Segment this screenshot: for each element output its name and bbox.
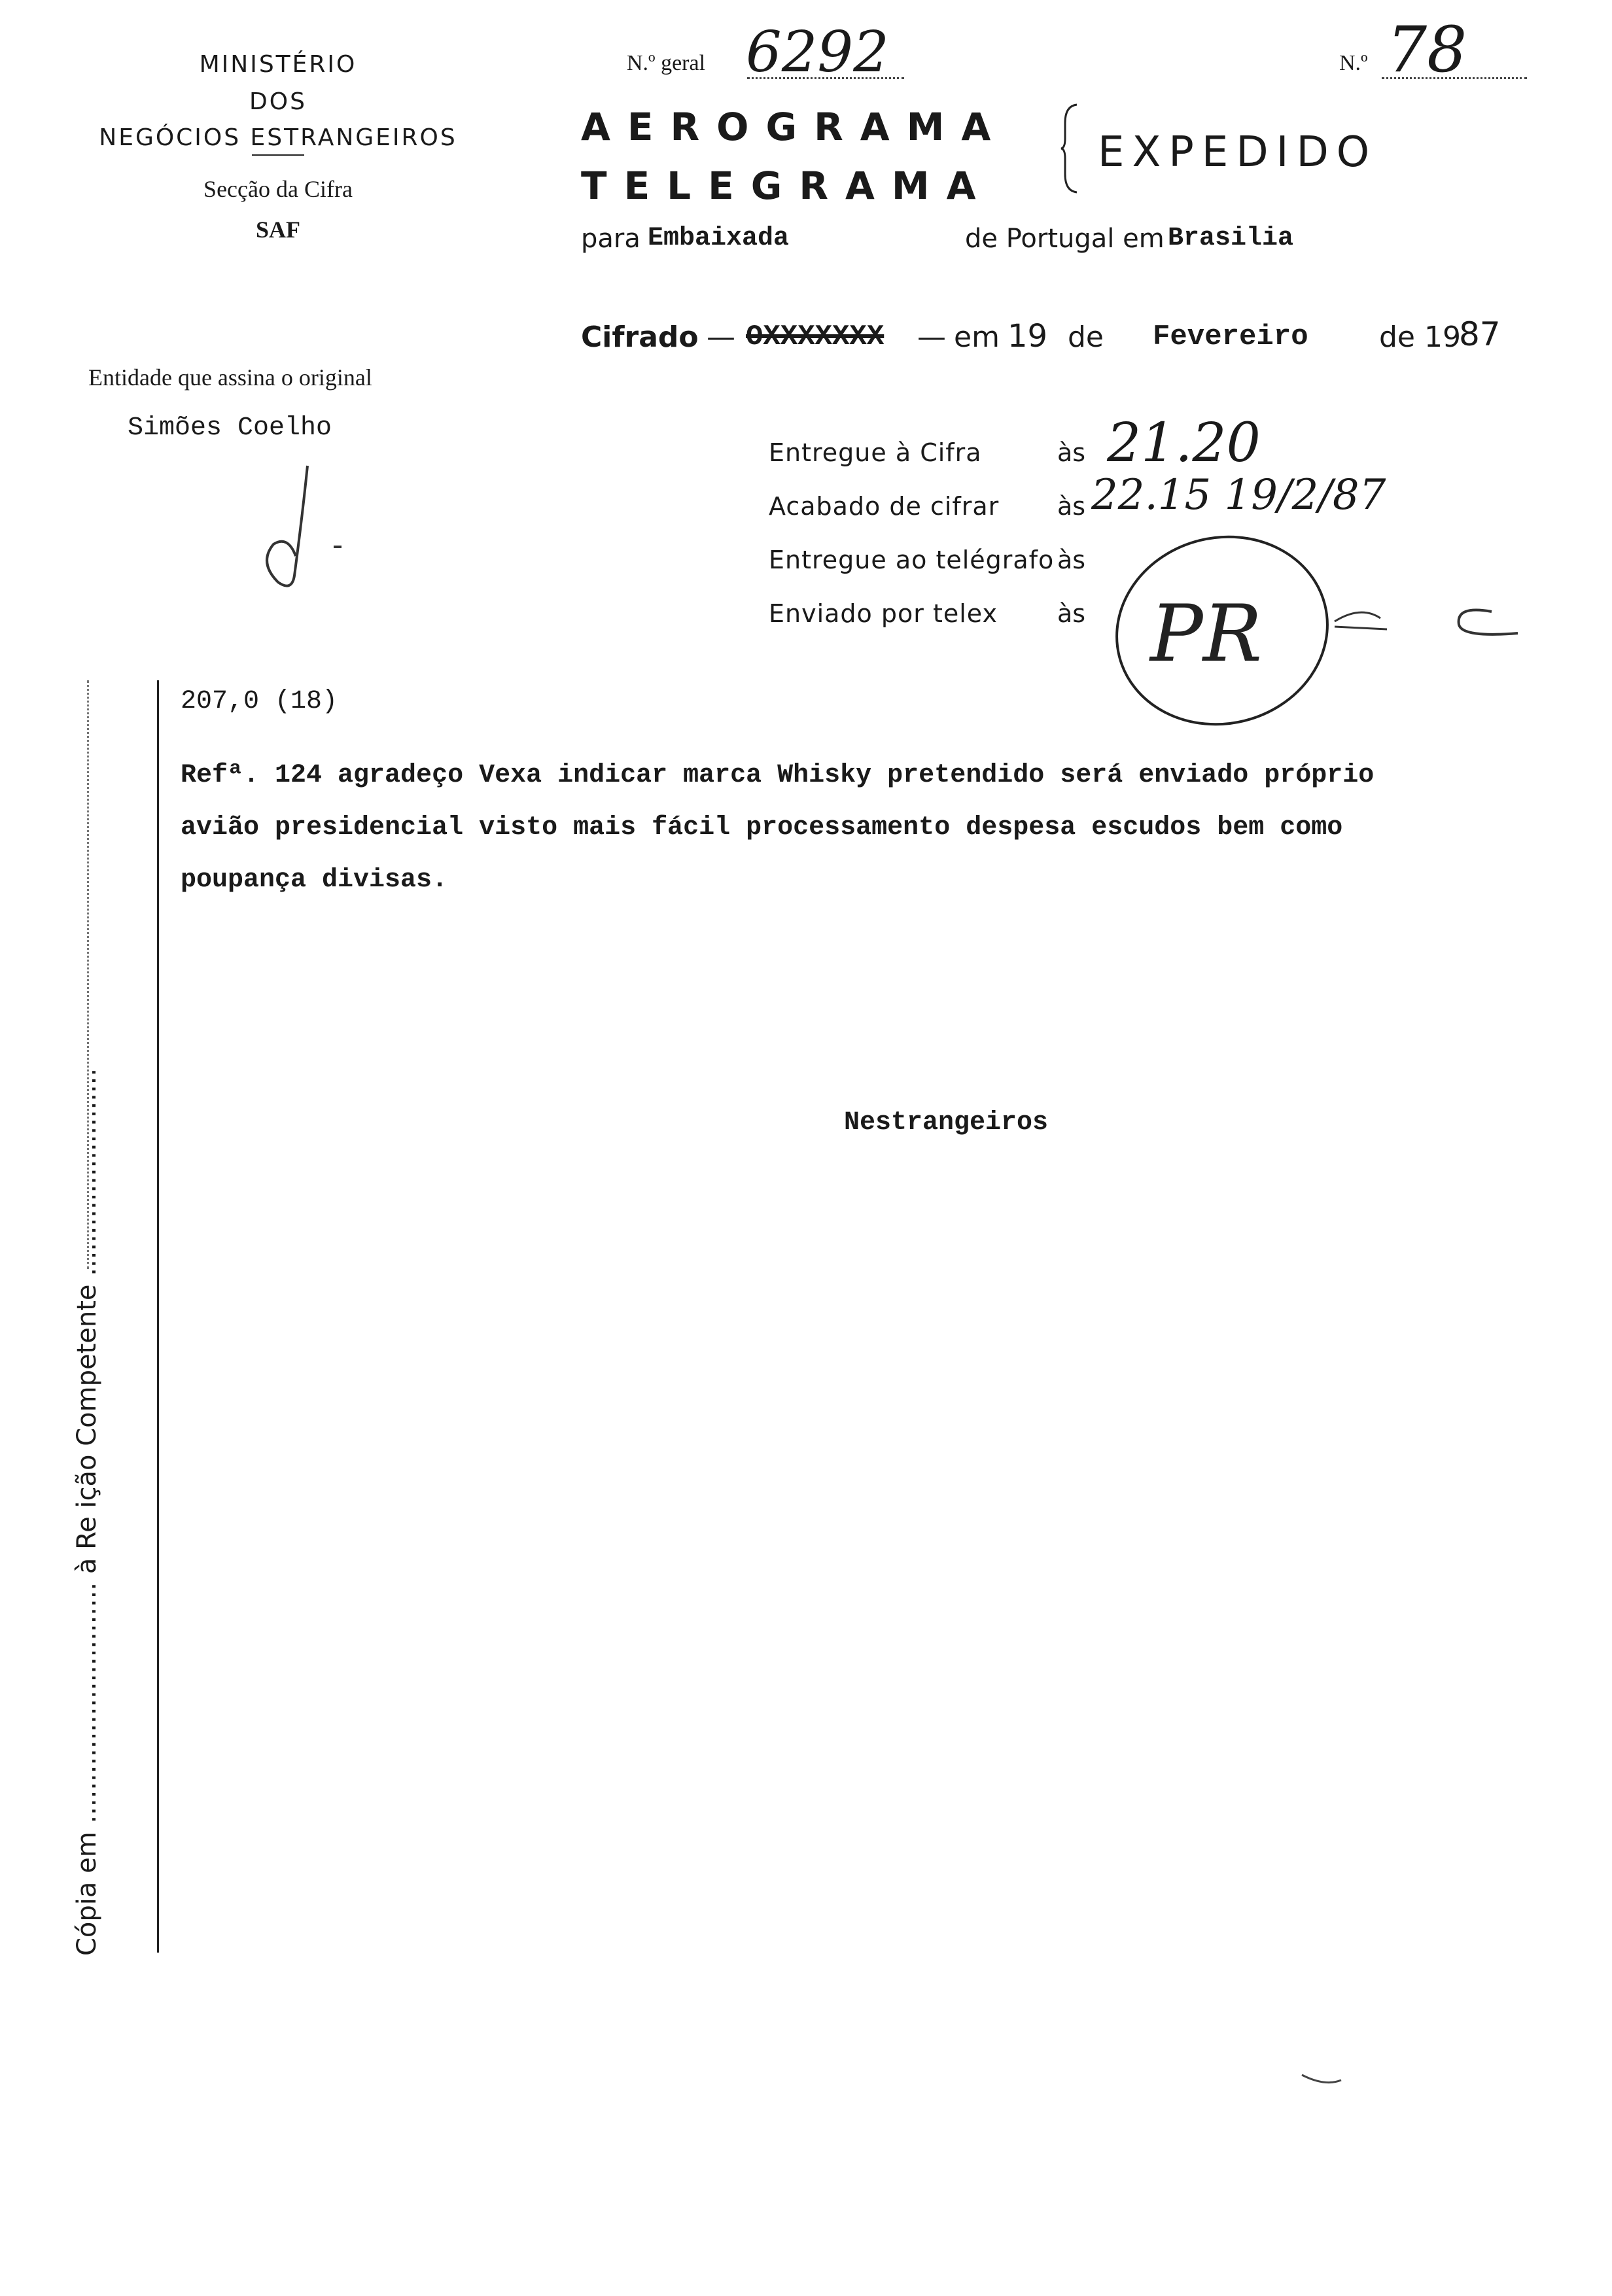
delivery-label-telegrafo: Entregue ao telégrafo [769, 546, 1055, 574]
status-expedido: EXPEDIDO [1098, 128, 1378, 177]
margin-rule [157, 680, 159, 1953]
date-month: Fevereiro [1153, 321, 1308, 353]
date-day: 19 [1008, 318, 1048, 355]
numero-geral-label: N.º geral [627, 51, 706, 75]
signatory-name: Simões Coelho [128, 413, 332, 443]
delivery-time-cifrar: 22.15 19/2/87 [1091, 471, 1386, 519]
message-code: 207,0 (18) [181, 687, 338, 716]
dash-2: — [917, 321, 946, 354]
type-aerograma: AEROGRAMA [581, 105, 1008, 149]
margin-note: Cópia em ............................. à Re ição Competente ......................... [72, 1068, 102, 1956]
numero-value: 78 [1387, 13, 1467, 86]
stamp-oval [1096, 515, 1347, 746]
delivery-time-cifra: 21.20 [1107, 412, 1261, 474]
ministry-line-3: NEGÓCIOS ESTRANGEIROS [99, 124, 457, 151]
type-telegrama: TELEGRAMA [581, 164, 993, 208]
stray-mark [1302, 2075, 1341, 2083]
de-portugal-label: de Portugal em [965, 224, 1165, 254]
em-label: em [954, 321, 1000, 354]
signatory-label: Entidade que assina o original [88, 364, 372, 391]
dash-1: — [707, 321, 735, 354]
signature-mark [267, 466, 307, 586]
ministry-divider [252, 154, 304, 156]
section-code: SAF [255, 217, 300, 243]
struck-word: OXXXXXXX [746, 321, 885, 353]
stamp-text: PR [1150, 589, 1263, 680]
delivery-as-cifrar: às [1057, 492, 1086, 521]
delivery-label-telex: Enviado por telex [769, 599, 998, 628]
section-name: Secção da Cifra [203, 176, 353, 202]
destination-city: Brasilia [1168, 224, 1294, 253]
ministry-line-1: MINISTÉRIO [199, 51, 357, 78]
destination-type: Embaixada [648, 224, 790, 253]
delivery-label-cifrar: Acabado de cifrar [769, 492, 1000, 521]
message-signature: Nestrangeiros [844, 1108, 1049, 1138]
ministry-line-2: DOS [249, 88, 307, 115]
delivery-as-telex: às [1057, 599, 1086, 628]
para-label: para [581, 224, 640, 254]
year-prefix: de 19 [1379, 321, 1461, 354]
message-body: Refª. 124 agradeço Vexa indicar marca Whisky pretendido será enviado próprio avião presidencial visto mais fácil processamento despesa escudos bem como poupança divisas. [181, 761, 1375, 895]
scribble-1 [1335, 612, 1387, 629]
de-label: de [1068, 321, 1104, 354]
brace-icon [1060, 103, 1079, 194]
delivery-as-telegrafo: às [1057, 546, 1086, 574]
cifrado-label: Cifrado [581, 321, 699, 354]
numero-label: N.º [1339, 51, 1368, 75]
numero-geral-value: 6292 [746, 20, 889, 85]
delivery-label-cifra: Entregue à Cifra [769, 438, 982, 467]
delivery-as-cifra: às [1057, 438, 1086, 467]
scribble-2 [1459, 610, 1518, 635]
year-suffix: 87 [1459, 315, 1501, 353]
